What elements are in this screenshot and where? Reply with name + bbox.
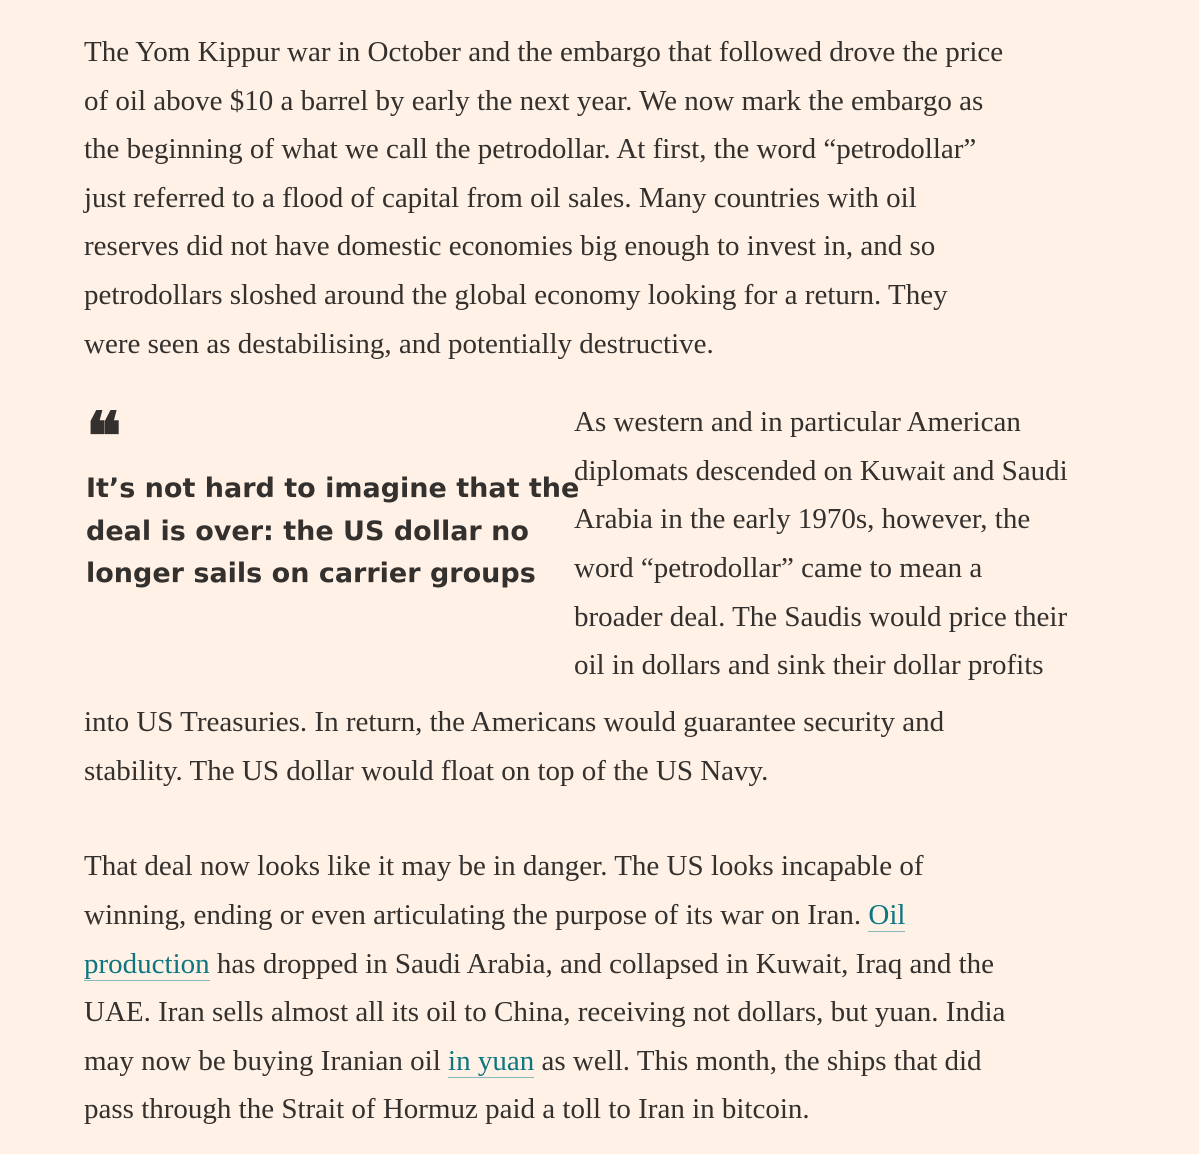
paragraph-line: broader deal. The Saudis would price their [574, 600, 1068, 633]
paragraph-line: Arabia in the early 1970s, however, the [574, 503, 1031, 536]
paragraph-line: were seen as destabilising, and potentially destructive. [84, 327, 714, 360]
paragraph-2-continued [84, 698, 1154, 795]
paragraph-line: into US Treasuries. In return, the Americans would guarantee security and [84, 706, 945, 739]
paragraph-line: reserves did not have domestic economies big enough to invest in, and so [84, 230, 936, 263]
paragraph-text: as well. This month, the ships that did [534, 1044, 982, 1077]
paragraph-line: diplomats descended on Kuwait and Saudi [574, 454, 1068, 487]
pullquote-row [84, 397, 1154, 698]
paragraph-line [84, 1037, 1154, 1086]
paragraph-line: That deal now looks like it may be in danger. The US looks incapable of [84, 850, 924, 883]
paragraph-1 [84, 28, 1154, 368]
paragraph-line [84, 940, 1154, 989]
paragraph-3 [84, 842, 1154, 1134]
quote-mark-icon: ❝ [86, 397, 120, 476]
in-yuan-link[interactable]: in yuan [448, 1044, 535, 1077]
pullquote-line: deal is over: the US dollar no [86, 515, 529, 547]
paragraph-line: just referred to a flood of capital from oil sales. Many countries with oil [84, 181, 917, 214]
oil-production-link[interactable]: production [84, 947, 210, 980]
paragraph-line: UAE. Iran sells almost all its oil to China, receiving not dollars, but yuan. India [84, 996, 1006, 1029]
paragraph-line: stability. The US dollar would float on top of the US Navy. [84, 754, 769, 787]
paragraph-line: word “petrodollar” came to mean a [574, 551, 983, 584]
pullquote-line: longer sails on carrier groups [86, 558, 536, 590]
paragraph-line: pass through the Strait of Hormuz paid a toll to Iran in bitcoin. [84, 1093, 810, 1126]
article-body [84, 28, 1154, 1134]
paragraph-line [84, 891, 1154, 940]
paragraph-line: of oil above $10 a barrel by early the next year. We now mark the embargo as [84, 84, 984, 117]
paragraph-2-wrapped [574, 398, 1068, 690]
paragraph-spacer [84, 795, 1154, 842]
pullquote [86, 397, 580, 596]
paragraph-line: The Yom Kippur war in October and the embargo that followed drove the price [84, 36, 1004, 68]
pullquote-text [86, 468, 580, 596]
pullquote-line: It’s not hard to imagine that the [86, 473, 580, 505]
oil-production-link[interactable]: Oil [868, 898, 906, 931]
paragraph-text: winning, ending or even articulating the purpose of its war on Iran. [84, 898, 869, 931]
paragraph-text: has dropped in Saudi Arabia, and collapsed in Kuwait, Iraq and the [209, 947, 995, 980]
paragraph-line: the beginning of what we call the petrodollar. At first, the word “petrodollar” [84, 133, 977, 166]
paragraph-line: As western and in particular American [574, 406, 1021, 439]
paragraph-line: oil in dollars and sink their dollar profits [574, 649, 1044, 682]
paragraph-line: petrodollars sloshed around the global economy looking for a return. They [84, 278, 948, 311]
paragraph-text: may now be buying Iranian oil [84, 1044, 449, 1077]
